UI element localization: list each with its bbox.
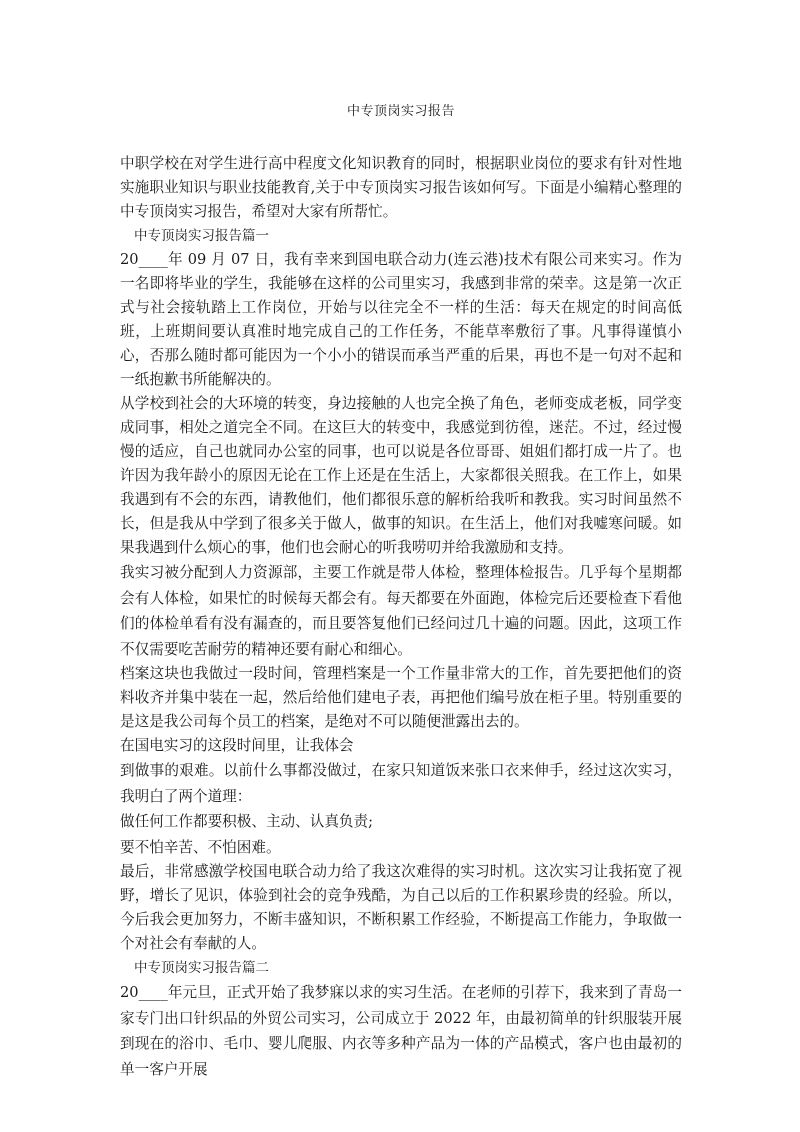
paragraph: 20____年 09 月 07 日，我有幸来到国电联合动力(连云港)技术有限公司来实习。作为一名即将毕业的学生，我能够在这样的公司里实习，我感到非常的荣幸。这是第一次正式与社会接轨踏上工作岗位，开始与以往完全不一样的生活：每天在规定的时间高低班，上班期间要认真准时地完成自己的工作任务，不能草率敷衍了事。凡事得谨慎小心，否那么随时都可能因为一个小小的错误而承当严重的后果，再也不是一句对不起和一纸抱歉书所能解决的。 — [120, 251, 682, 388]
paragraph: 到做事的艰难。以前什么事都没做过，在家只知道饭来张口衣来伸手，经过这次实习，我明白了两个道理： — [120, 762, 682, 805]
paragraph: 从学校到社会的大环境的转变，身边接触的人也完全换了角色，老师变成老板，同学变成同事，相处之道完全不同。在这巨大的转变中，我感觉到彷徨，迷茫。不过，经过慢慢的适应，自己也就同办公室的同事，也可以说是各位哥哥、姐姐们都打成一片了。也许因为我年龄小的原因无论在工作上还是在生活上，大家都很关照我。在工作上，如果我遇到有不会的东西，请教他们，他们都很乐意的解析给我听和教我。实习时间虽然不长，但是我从中学到了很多关于做人，做事的知识。在生活上，他们对我嘘寒问暖。如果我遇到什么烦心的事，他们也会耐心的听我唠叨并给我激励和支持。 — [120, 395, 682, 556]
document-title: 中专顶岗实习报告 — [346, 104, 455, 119]
document-body — [120, 152, 682, 1082]
paragraph: 最后，非常感激学校国电联合动力给了我这次难得的实习时机。这次实习让我拓宽了视野，增长了见识，体验到社会的竞争残酷，为自己以后的工作积累珍贵的经验。所以，今后我会更加努力，不断丰盛知识，不断积累工作经验，不断提高工作能力，争取做一个对社会有奉献的人。 — [120, 863, 682, 952]
section-heading-1: 中专顶岗实习报告篇一 — [134, 228, 269, 244]
intro-paragraph: 中职学校在对学生进行高中程度文化知识教育的同时，根据职业岗位的要求有针对性地实施职业知识与职业技能教育,关于中专顶岗实习报告该如何写。下面是小编精心整理的中专顶岗实习报告，希望对大家有所帮忙。 — [120, 155, 682, 220]
paragraph: 我实习被分配到人力资源部，主要工作就是带人体检，整理体检报告。几乎每个星期都会有人体检，如果忙的时候每天都会有。每天都要在外面跑，体检完后还要检查下看他们的体检单看有没有漏查的，而且要答复他们已经问过几十遍的问题。因此，这项工作不仅需要吃苦耐劳的精神还要有耐心和细心。 — [120, 564, 682, 658]
paragraph: 档案这块也我做过一段时间，管理档案是一个工作量非常大的工作，首先要把他们的资料收齐并集中装在一起，然后给他们建电子表，再把他们编号放在柜子里。特别重要的是这是我公司每个员工的档案，是绝对不可以随便泄露出去的。 — [120, 665, 682, 730]
paragraph: 在国电实习的这段时间里，让我体会 — [120, 737, 354, 754]
list-item: 做任何工作都要积极、主动、认真负责; — [120, 813, 374, 830]
section-heading-2: 中专顶岗实习报告篇二 — [134, 960, 269, 976]
paragraph: 20____年元旦，正式开始了我梦寐以求的实习生活。在老师的引荐下，我来到了青岛一家专门出口针织品的外贸公司实习，公司成立于 2022 年，由最初简单的针织服装开展到现在的浴巾、毛巾、婴儿爬服、内衣等多种产品为一体的产品模式，客户也由最初的单一客户开展 — [120, 984, 682, 1078]
list-item: 要不怕辛苦、不怕困难。 — [120, 838, 281, 856]
